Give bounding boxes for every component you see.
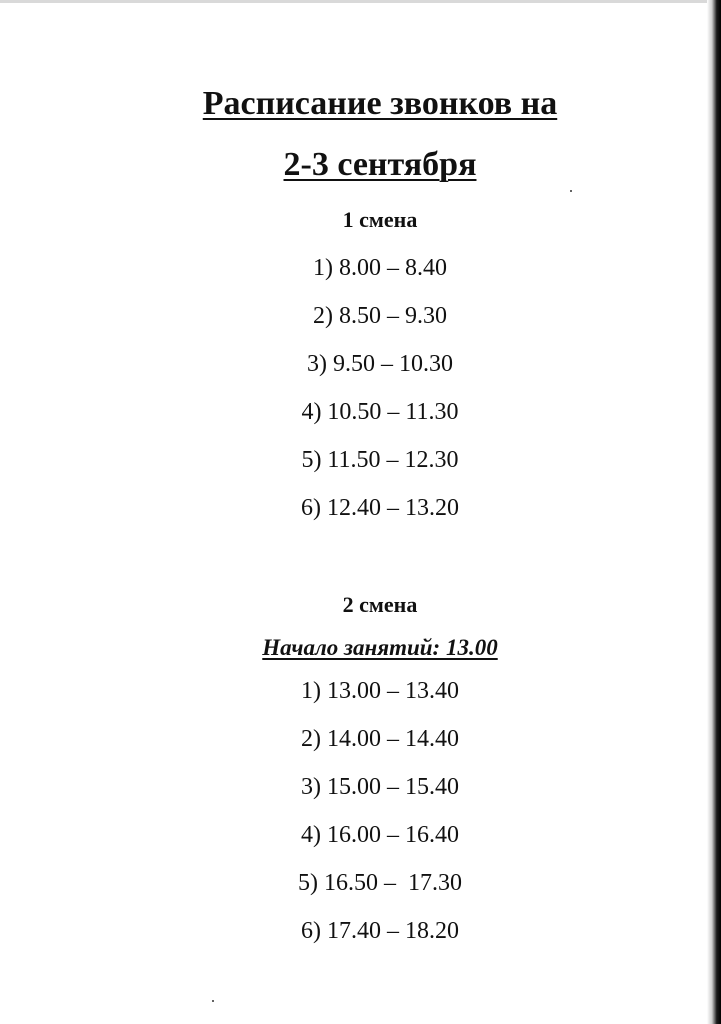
shift1-heading: 1 смена bbox=[342, 207, 418, 232]
shift2-period-5: 5) 16.50 – 17.30 bbox=[298, 870, 462, 896]
shift2-period-3: 3) 15.00 – 15.40 bbox=[301, 774, 459, 800]
shift2-heading: 2 смена bbox=[342, 592, 418, 617]
shift2-period-4: 4) 16.00 – 16.40 bbox=[301, 822, 459, 848]
shift2-period-6: 6) 17.40 – 18.20 bbox=[301, 918, 459, 944]
shift2-period-1: 1) 13.00 – 13.40 bbox=[301, 678, 459, 704]
shift2-period-2: 2) 14.00 – 14.40 bbox=[301, 726, 459, 752]
shift1-period-3: 3) 9.50 – 10.30 bbox=[307, 351, 453, 377]
title-line-2 bbox=[0, 145, 721, 185]
shift2-start-note-text: Начало занятий: 13.00 bbox=[262, 635, 498, 660]
shift1-period-6: 6) 12.40 – 13.20 bbox=[301, 495, 459, 521]
shift1-period-2: 2) 8.50 – 9.30 bbox=[313, 303, 447, 329]
title-line-1 bbox=[0, 84, 721, 124]
scan-speck bbox=[212, 1000, 214, 1002]
title-text-2: 2-3 сентября bbox=[283, 146, 477, 183]
scan-speck bbox=[570, 190, 572, 192]
shift1-period-1: 1) 8.00 – 8.40 bbox=[313, 255, 447, 281]
shift1-period-4: 4) 10.50 – 11.30 bbox=[301, 399, 459, 425]
shift1-period-5: 5) 11.50 – 12.30 bbox=[301, 447, 459, 473]
shift2-start-note bbox=[0, 634, 721, 662]
title-text-1: Расписание звонков на bbox=[202, 85, 558, 122]
